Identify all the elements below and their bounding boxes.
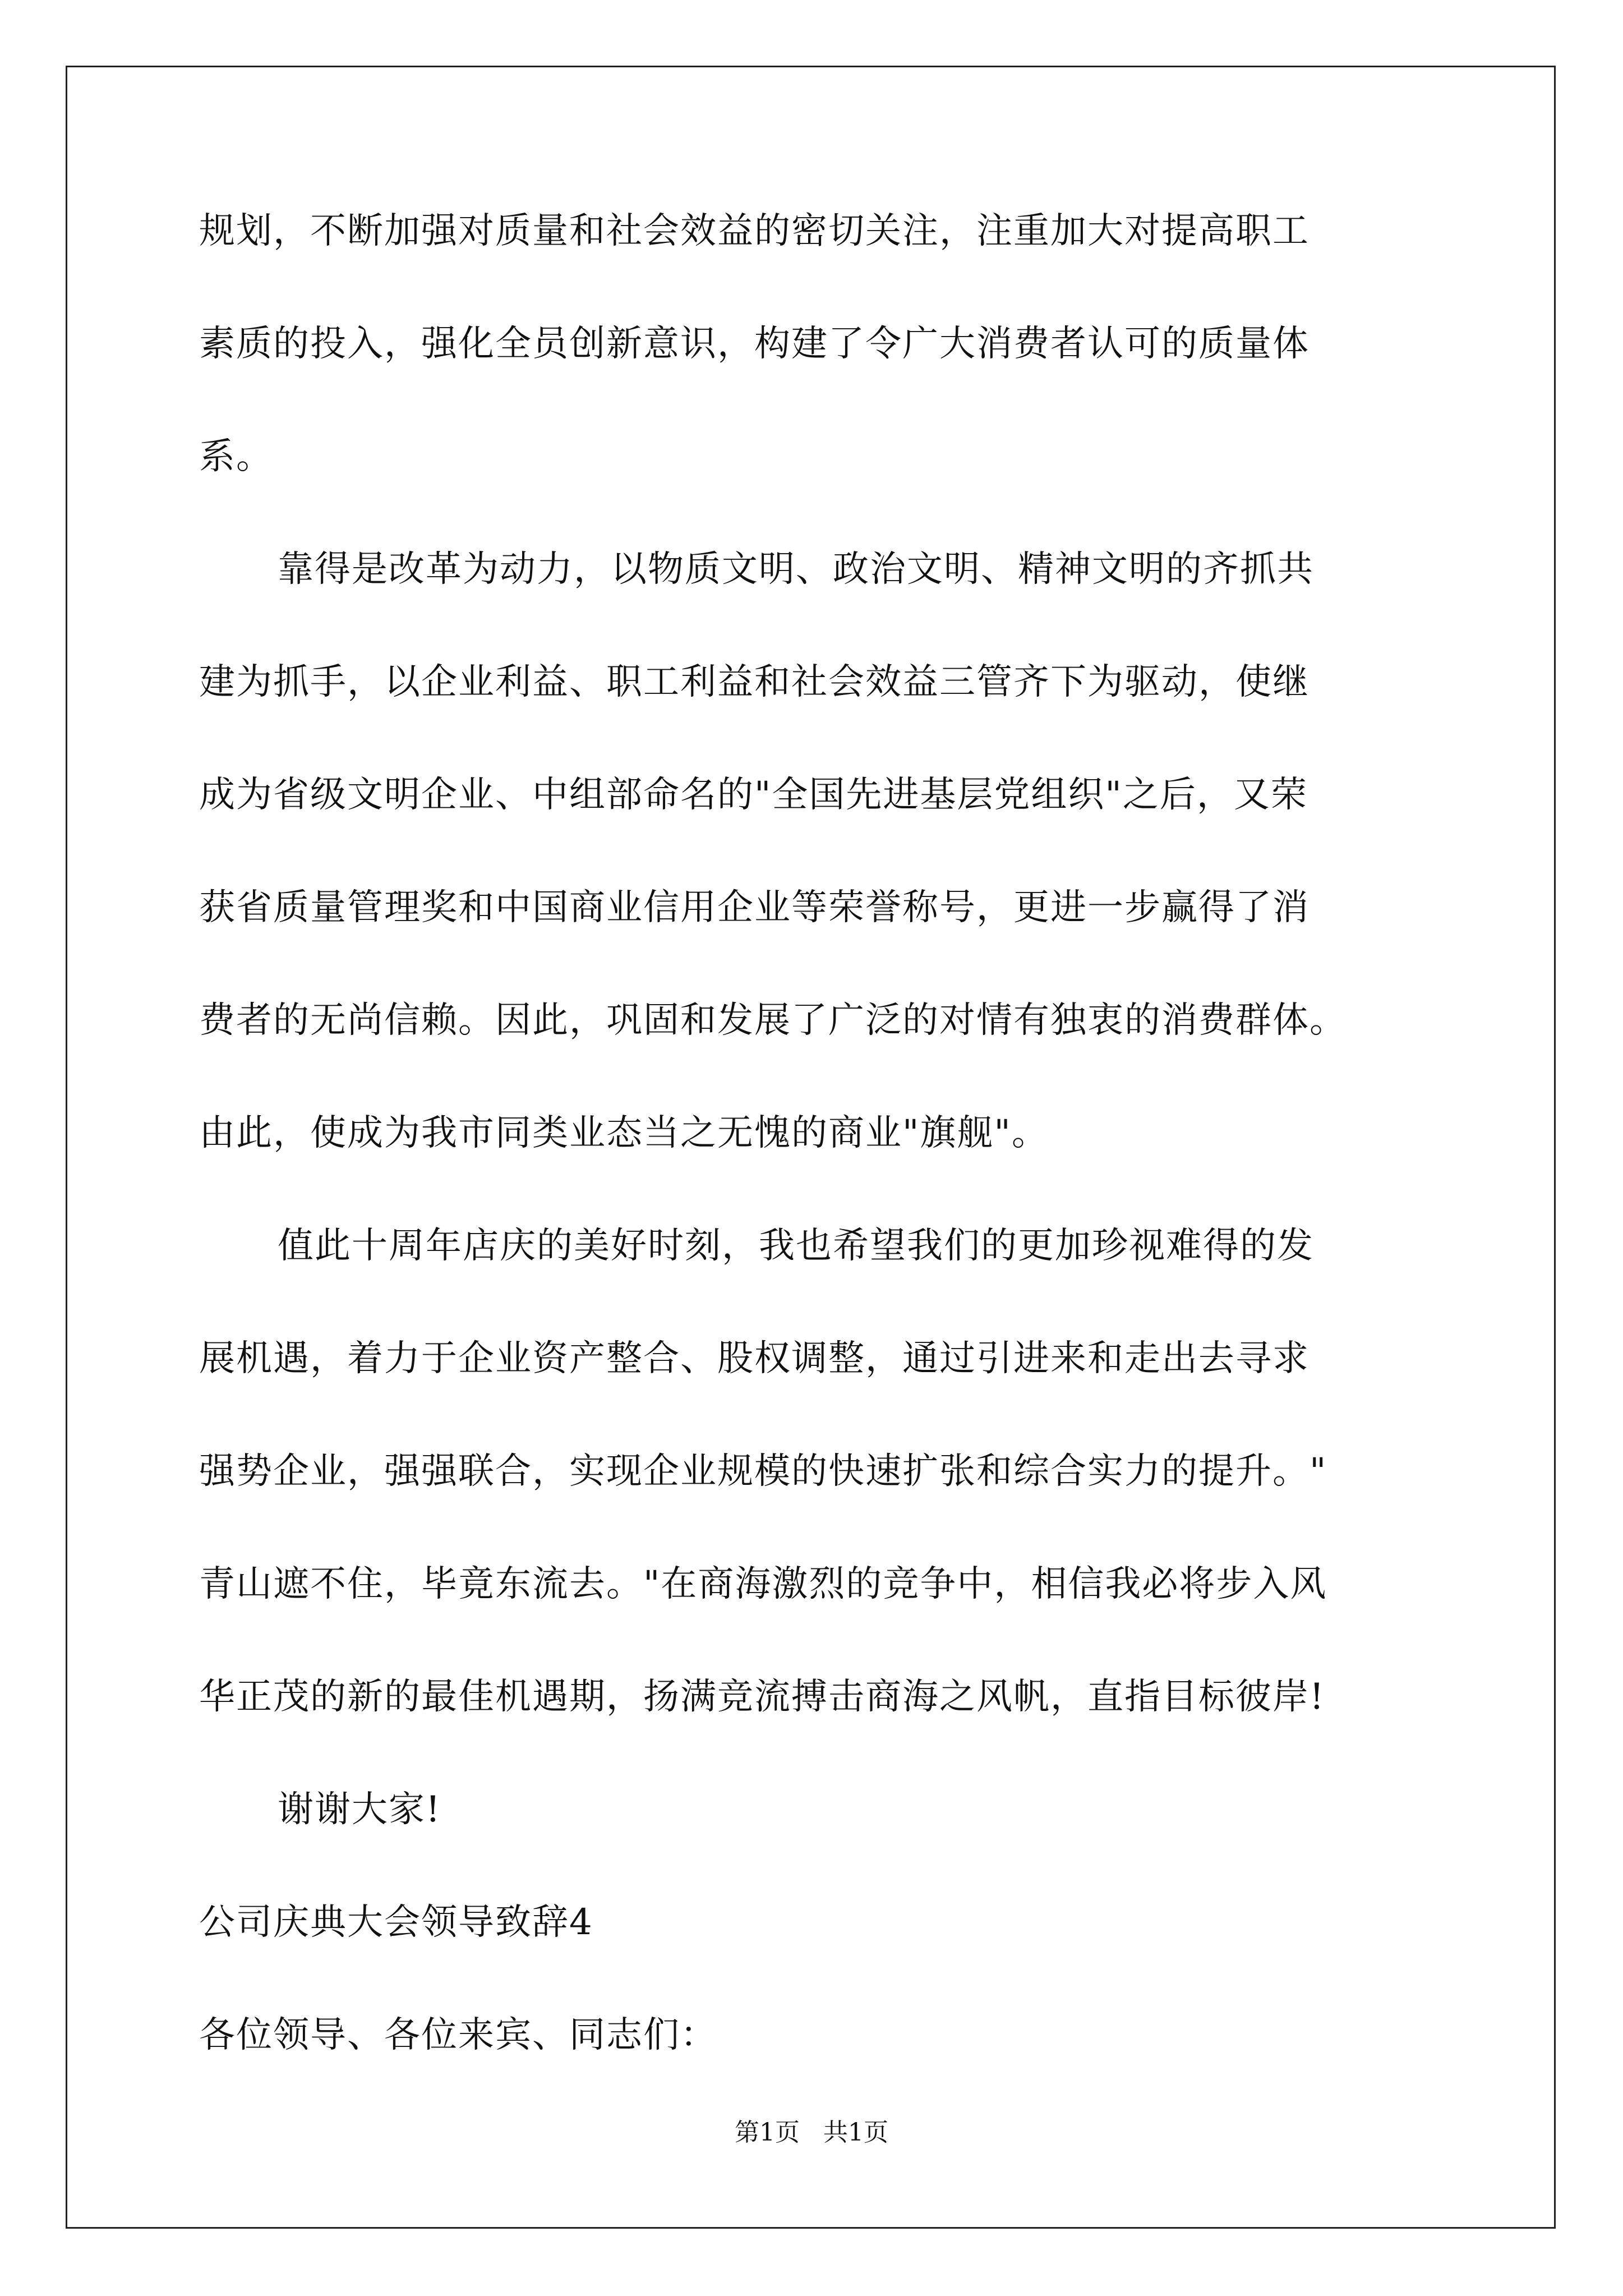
salutation: 各位领导、各位来宾、同志们： <box>199 2014 717 2056</box>
text-line: 展机遇，着力于企业资产整合、股权调整，通过引进来和走出去寻求 <box>199 1338 1310 1379</box>
text-line: 强势企业，强强联合，实现企业规模的快速扩张和综合实力的提升。" <box>199 1451 1327 1492</box>
text-line: 华正茂的新的最佳机遇期，扬满竞流搏击商海之风帆，直指目标彼岸! <box>199 1676 1325 1718</box>
text-line: 建为抓手，以企业利益、职工利益和社会效益三管齐下为驱动，使继 <box>199 661 1310 703</box>
text-line: 素质的投入，强化全员创新意识，构建了令广大消费者认可的质量体 <box>199 323 1310 365</box>
document-body <box>199 210 1467 2130</box>
text-line: 获省质量管理奖和中国商业信用企业等荣誉称号，更进一步赢得了消 <box>199 887 1310 928</box>
text-line: 成为省级文明企业、中组部命名的"全国先进基层党组织"之后，又荣 <box>199 774 1308 816</box>
closing-thanks: 谢谢大家! <box>278 1789 441 1830</box>
paragraph-start-line: 值此十周年店庆的美好时刻，我也希望我们的更加珍视难得的发 <box>278 1225 1314 1267</box>
text-line: 规划，不断加强对质量和社会效益的密切关注，注重加大对提高职工 <box>199 210 1310 252</box>
paragraph-start-line: 靠得是改革为动力，以物质文明、政治文明、精神文明的齐抓共 <box>278 549 1314 590</box>
text-line: 费者的无尚信赖。因此，巩固和发展了广泛的对情有独衷的消费群体。 <box>199 1000 1347 1041</box>
text-line: 由此，使成为我市同类业态当之无愧的商业"旗舰"。 <box>199 1112 1049 1154</box>
text-line: 青山遮不住，毕竟东流去。"在商海激烈的竞争中，相信我必将步入风 <box>199 1563 1327 1605</box>
section-heading: 公司庆典大会领导致辞4 <box>199 1902 593 1943</box>
page-number-footer: 第1页 共1页 <box>735 2118 888 2147</box>
text-line: 系。 <box>199 436 273 477</box>
